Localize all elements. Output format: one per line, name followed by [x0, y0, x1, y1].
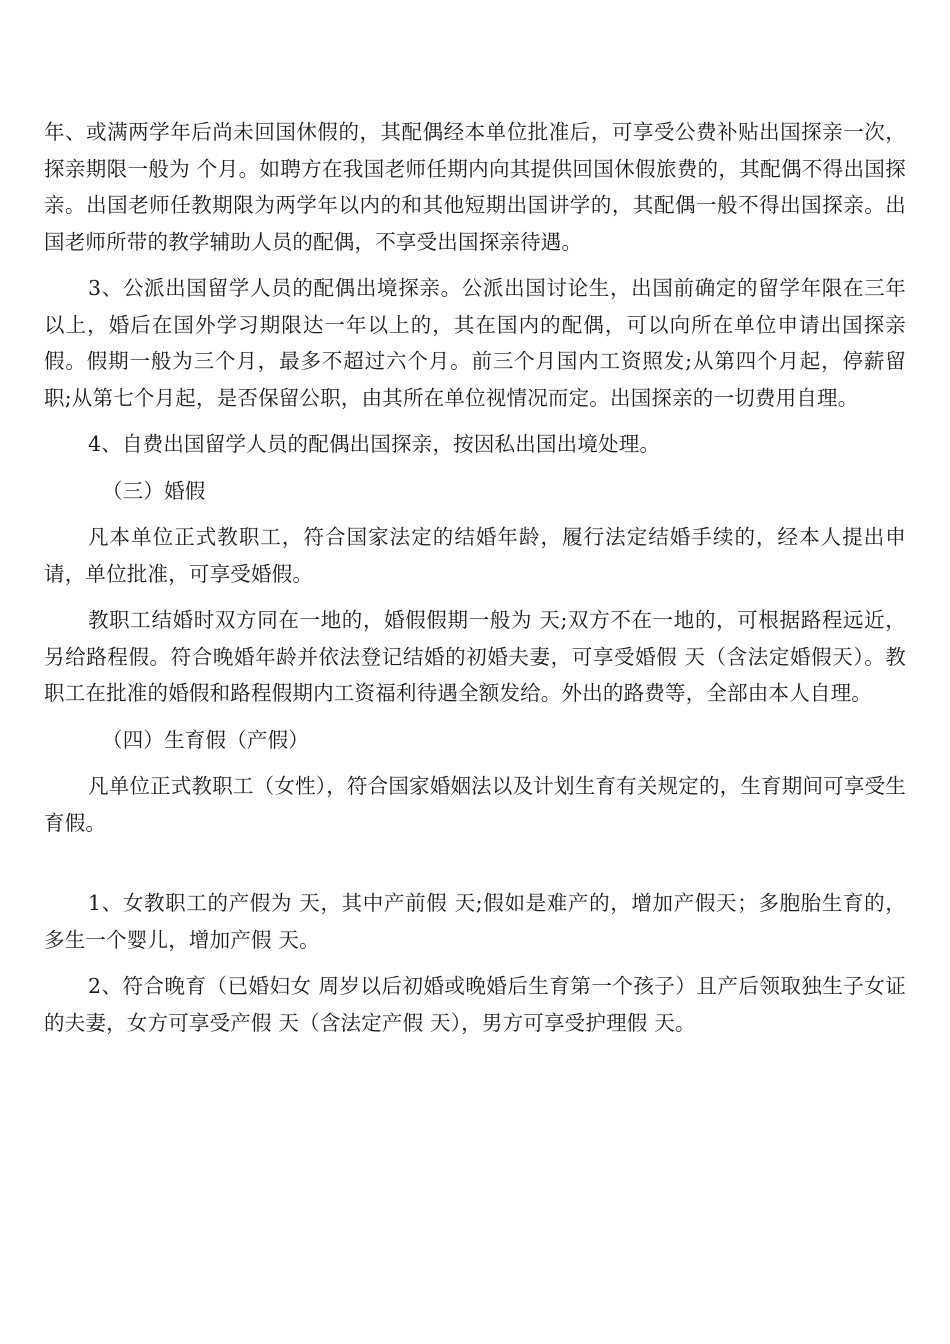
paragraph-marriage-leave-duration: 教职工结婚时双方同在一地的，婚假假期一般为 天;双方不在一地的，可根据路程远近，另给路程假。符合晚婚年龄并依法登记结婚的初婚夫妻，可享受婚假 天（含法定婚假天）。教职工在批准的婚假和路程假期内工资福利待遇全额发给。外出的路费等，全部由本人自理。	[44, 608, 906, 705]
paragraph-maternity-eligibility: 凡单位正式教职工（女性），符合国家婚姻法以及计划生育有关规定的，生育期间可享受生育假。	[44, 774, 906, 835]
blank-spacer	[44, 841, 906, 885]
section-heading-maternity-leave: （四）生育假（产假）	[102, 727, 309, 752]
paragraph-overseas-teacher-spouse: 年、或满两学年后尚未回国休假的，其配偶经本单位批准后，可享受公费补贴出国探亲一次，探亲期限一般为 个月。如聘方在我国老师任期内向其提供回国休假旅费的，其配偶不得出国探亲。出国老师任教期限为两学年以内的和其他短期出国讲学的，其配偶一般不得出国探亲。出国老师所带的教学辅助人员的配偶，不享受出国探亲待遇。	[44, 120, 906, 254]
paragraph-late-childbirth: 2、符合晚育（已婚妇女 周岁以后初婚或晚婚后生育第一个孩子）且产后领取独生子女证的夫妻，女方可享受产假 天（含法定产假 天），男方可享受护理假 天。	[44, 974, 906, 1035]
paragraph-public-student-spouse: 3、公派出国留学人员的配偶出境探亲。公派出国讨论生，出国前确定的留学年限在三年以上，婚后在国外学习期限达一年以上的，其在国内的配偶，可以向所在单位申请出国探亲假。假期一般为三个月，最多不超过六个月。前三个月国内工资照发;从第四个月起，停薪留职;从第七个月起，是否保留公职，由其所在单位视情况而定。出国探亲的一切费用自理。	[44, 276, 906, 410]
paragraph-maternity-duration: 1、女教职工的产假为 天，其中产前假 天;假如是难产的，增加产假天；多胞胎生育的，多生一个婴儿，增加产假 天。	[44, 891, 906, 952]
paragraph-marriage-eligibility: 凡本单位正式教职工，符合国家法定的结婚年龄，履行法定结婚手续的，经本人提出申请，单位批准，可享受婚假。	[44, 525, 906, 586]
section-heading-marriage-leave: （三）婚假	[102, 478, 206, 503]
paragraph-self-funded-student-spouse: 4、自费出国留学人员的配偶出国探亲，按因私出国出境处理。	[88, 432, 661, 456]
document-page	[44, 114, 906, 1041]
